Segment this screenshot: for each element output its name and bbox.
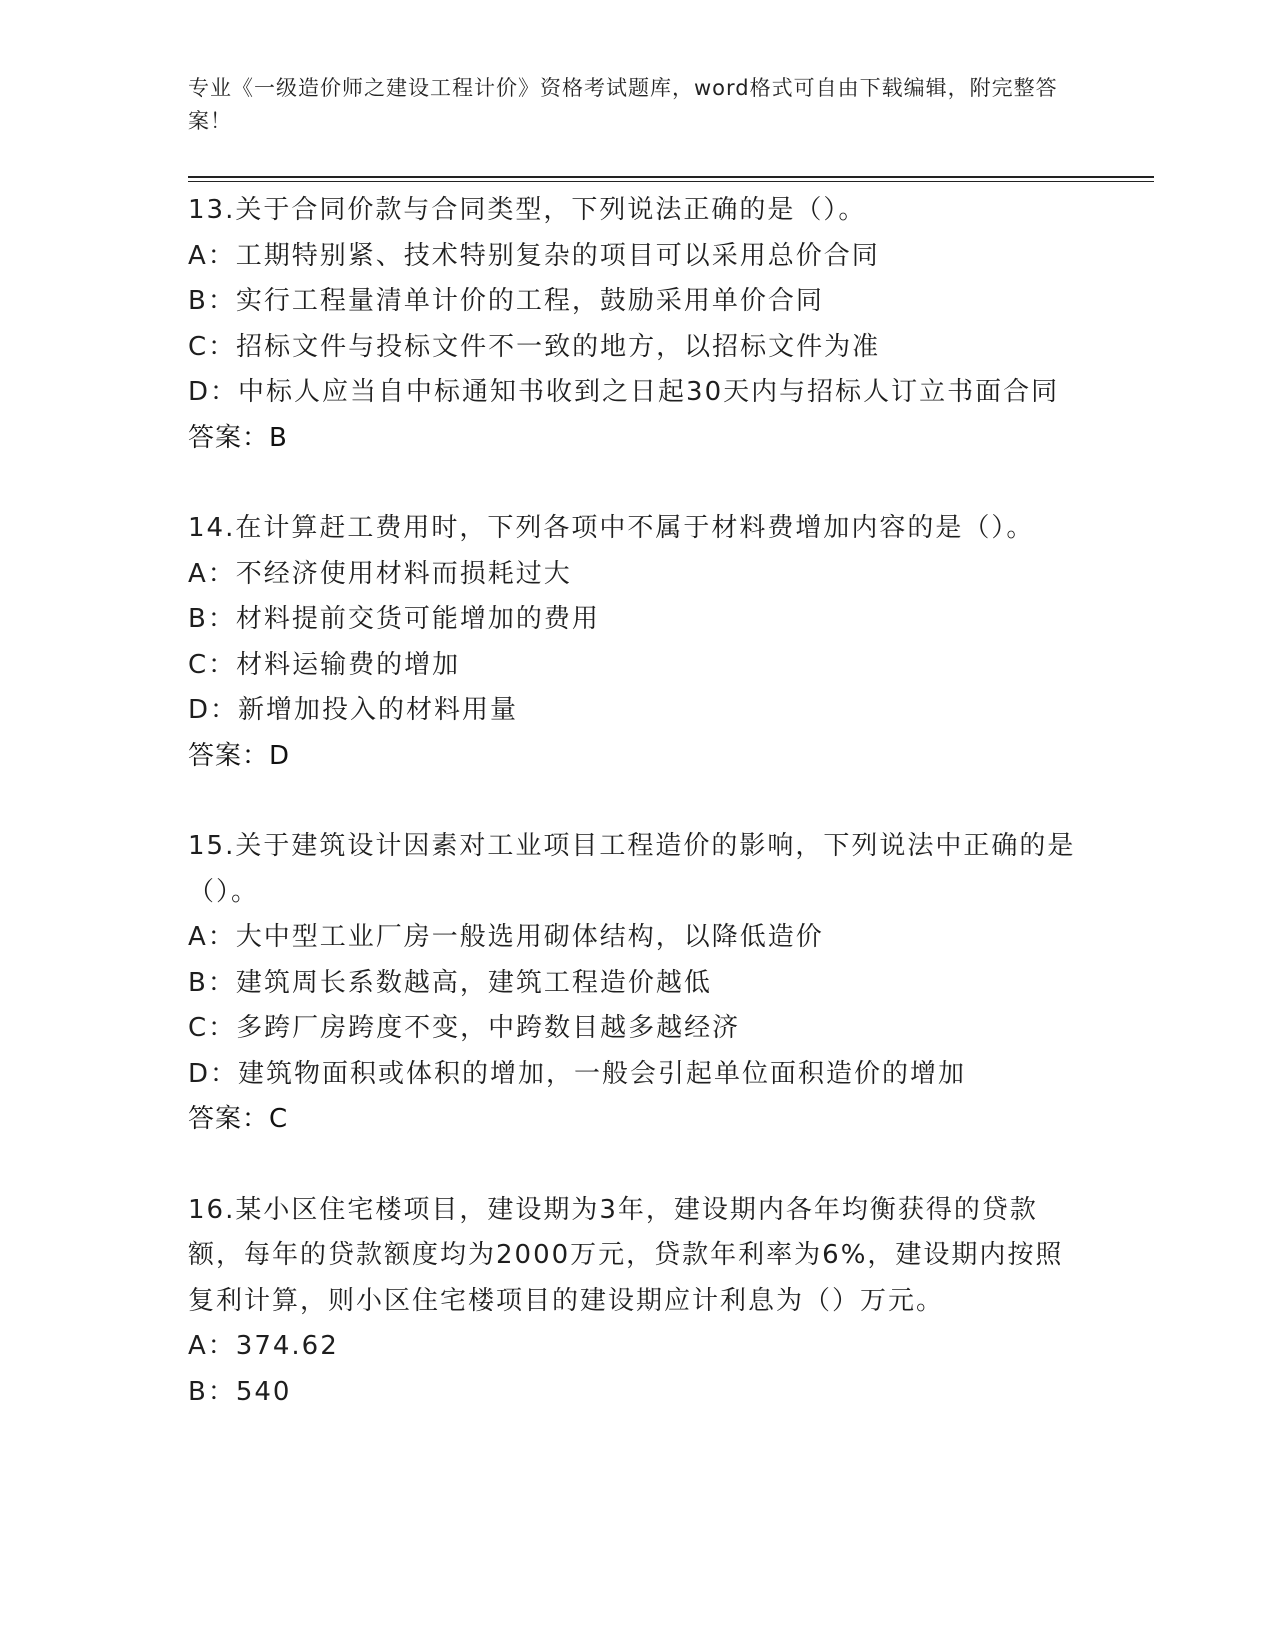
question-stem: 16.某小区住宅楼项目，建设期为3年，建设期内各年均衡获得的贷款额，每年的贷款额度均为2000万元，贷款年利率为6%，建设期内按照复利计算，则小区住宅楼项目的建设期应计利息为（）万元。 [188,1194,1064,1316]
option-d: D：新增加投入的材料用量 [188,695,519,725]
option-a: A：不经济使用材料而损耗过大 [188,558,572,589]
option-b: B：建筑周长系数越高，建筑工程造价越低 [188,967,712,998]
option-c: C：招标文件与投标文件不一致的地方，以招标文件为准 [188,331,881,362]
question-stem: 13.关于合同价款与合同类型，下列说法正确的是（）。 [188,195,867,225]
header-divider-thin [188,181,1154,182]
option-c: C：多跨厂房跨度不变，中跨数目越多越经济 [188,1013,741,1043]
question-14 [188,506,1088,779]
answer: 答案：B [188,422,288,453]
option-a: A：374.62 [188,1331,339,1361]
option-a: A：工期特别紧、技术特别复杂的项目可以采用总价合同 [188,240,880,271]
option-d: D：中标人应当自中标通知书收到之日起30天内与招标人订立书面合同 [188,377,1060,407]
question-13 [188,188,1088,461]
question-16 [188,1188,1088,1416]
option-a: A：大中型工业厂房一般选用砌体结构，以降低造价 [188,922,824,952]
option-b: B：实行工程量清单计价的工程，鼓励采用单价合同 [188,286,824,316]
option-b: B：材料提前交货可能增加的费用 [188,604,600,634]
option-c: C：材料运输费的增加 [188,649,461,680]
option-b: B：540 [188,1376,292,1407]
answer: 答案：C [188,1104,289,1134]
answer: 答案：D [188,740,291,771]
option-d: D：建筑物面积或体积的增加，一般会引起单位面积造价的增加 [188,1058,967,1089]
question-stem: 15.关于建筑设计因素对工业项目工程造价的影响，下列说法中正确的是（）。 [188,831,1076,907]
header-divider [188,176,1154,178]
question-stem: 14.在计算赶工费用时，下列各项中不属于材料费增加内容的是（）。 [188,513,1035,543]
question-list [188,188,1088,1460]
document-header: 专业《一级造价师之建设工程计价》资格考试题库，word格式可自由下载编辑，附完整答案！ [188,76,1058,133]
question-15 [188,824,1088,1143]
